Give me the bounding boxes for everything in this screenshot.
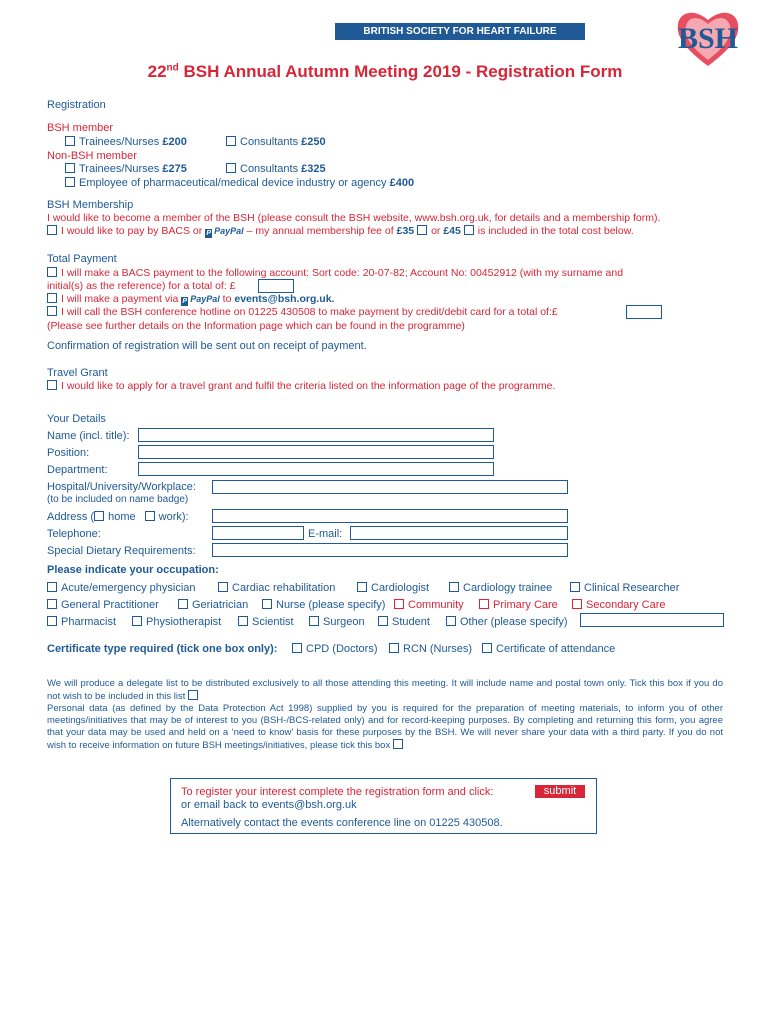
occ-gp-label: General Practitioner xyxy=(61,599,159,611)
data-protection-notice xyxy=(47,703,723,752)
industry-price: £400 xyxy=(389,177,415,189)
occ-cardiologist-label: Cardiologist xyxy=(371,582,430,594)
email-field[interactable] xyxy=(350,526,568,540)
paypal-checkbox[interactable] xyxy=(47,293,57,303)
industry-label: Employee of pharmaceutical/medical device industry or agency xyxy=(79,177,387,189)
occ-pharmacist-label: Pharmacist xyxy=(61,616,117,628)
title-ordinal: nd xyxy=(166,62,179,74)
position-label: Position: xyxy=(47,447,90,459)
occ-nurse-label: Nurse (please specify) xyxy=(276,599,386,611)
occ-student-checkbox[interactable] xyxy=(378,616,388,626)
payment-note: (Please see further details on the Information page which can be found in the programme) xyxy=(47,320,465,332)
name-label: Name (incl. title): xyxy=(47,430,130,442)
occ-clinical-researcher[interactable] xyxy=(570,581,679,595)
bacs-total-field[interactable] xyxy=(258,279,294,293)
position-field[interactable] xyxy=(138,445,494,459)
cert-attendance[interactable] xyxy=(482,642,615,656)
grant-heading: Travel Grant xyxy=(47,367,108,379)
department-field[interactable] xyxy=(138,462,494,476)
industry-checkbox[interactable] xyxy=(65,177,75,187)
hotline-text: I will call the BSH conference hotline on 01225 430508 to make payment by credit/debit card for a total of:£ xyxy=(61,306,558,318)
member-consultants-option[interactable] xyxy=(226,135,326,149)
paypal-logo-2 xyxy=(181,294,220,304)
occ-other-field[interactable] xyxy=(580,613,724,627)
occ-nurse[interactable] xyxy=(262,598,385,612)
occ-scientist[interactable] xyxy=(238,615,294,629)
occ-primary-care[interactable] xyxy=(479,598,558,612)
paypal-line-b: to xyxy=(222,293,232,305)
department-label: Department: xyxy=(47,464,108,476)
address-label xyxy=(47,510,189,524)
occ-cardiologist-checkbox[interactable] xyxy=(357,582,367,592)
occ-community[interactable] xyxy=(394,598,464,612)
nonmember-consultants-label: Consultants xyxy=(240,163,299,175)
confirmation-note: Confirmation of registration will be sent out on receipt of payment. xyxy=(47,340,367,352)
paypal-option[interactable] xyxy=(47,292,334,306)
membership-pay-option[interactable] xyxy=(47,224,634,238)
hotline-total-field[interactable] xyxy=(626,305,662,319)
register-line3: Alternatively contact the events conference line on 01225 430508. xyxy=(181,817,503,829)
register-line2: or email back to events@bsh.org.uk xyxy=(181,799,357,811)
society-banner: BRITISH SOCIETY FOR HEART FAILURE xyxy=(335,23,585,40)
occ-cardiac-rehab-checkbox[interactable] xyxy=(218,582,228,592)
bacs-line1: I will make a BACS payment to the following account: Sort code: 20-07-82; Account No: 00452912 (with my surname and xyxy=(61,267,624,279)
hospital-field[interactable] xyxy=(212,480,568,494)
occ-student[interactable] xyxy=(378,615,430,629)
occ-geriatrician-checkbox[interactable] xyxy=(178,599,188,609)
member-consultants-label: Consultants xyxy=(240,136,299,148)
grant-text: I would like to apply for a travel grant and fulfil the criteria listed on the information page of the programme. xyxy=(61,380,556,392)
grant-checkbox[interactable] xyxy=(47,380,57,390)
occ-acute-checkbox[interactable] xyxy=(47,582,57,592)
occ-other[interactable] xyxy=(446,615,568,629)
occ-cardiology-trainee-label: Cardiology trainee xyxy=(463,582,553,594)
title-number: 22 xyxy=(147,62,167,81)
occ-nurse-checkbox[interactable] xyxy=(262,599,272,609)
cert-cpd-label: CPD (Doctors) xyxy=(306,643,378,655)
occ-primary-care-label: Primary Care xyxy=(493,599,558,611)
occ-surgeon[interactable] xyxy=(309,615,365,629)
membership-pay-text-a: I would like to pay by BACS or xyxy=(61,225,203,237)
cert-attendance-checkbox[interactable] xyxy=(482,643,492,653)
nonmember-consultants-checkbox[interactable] xyxy=(226,163,236,173)
nonmember-nurses-label: Trainees/Nurses xyxy=(79,163,160,175)
data-protection-checkbox[interactable] xyxy=(393,739,403,749)
nonmember-consultants-option[interactable] xyxy=(226,162,326,176)
membership-pay-text-c: is included in the total cost below. xyxy=(477,225,634,237)
member-consultants-price: £250 xyxy=(301,136,326,148)
cert-rcn-checkbox[interactable] xyxy=(389,643,399,653)
nonmember-nurses-checkbox[interactable] xyxy=(65,163,75,173)
bacs-checkbox[interactable] xyxy=(47,267,57,277)
cert-attendance-label: Certificate of attendance xyxy=(496,643,616,655)
nonmember-consultants-price: £325 xyxy=(301,163,326,175)
hotline-checkbox[interactable] xyxy=(47,306,57,316)
member-nurses-checkbox[interactable] xyxy=(65,136,75,146)
paypal-line-a: I will make a payment via xyxy=(61,293,179,305)
occ-secondary-care-checkbox[interactable] xyxy=(572,599,582,609)
occ-community-label: Community xyxy=(408,599,464,611)
email-label: E-mail: xyxy=(308,528,343,540)
hotline-option[interactable] xyxy=(47,305,558,319)
occ-gp[interactable] xyxy=(47,598,159,612)
member-nurses-price: £200 xyxy=(162,136,187,148)
occ-geriatrician-label: Geriatrician xyxy=(192,599,249,611)
delegate-list-checkbox[interactable] xyxy=(188,690,198,700)
member-nurses-label: Trainees/Nurses xyxy=(79,136,160,148)
industry-option[interactable] xyxy=(65,176,414,190)
name-field[interactable] xyxy=(138,428,494,442)
grant-option[interactable] xyxy=(47,379,555,393)
bacs-option[interactable] xyxy=(47,266,623,280)
occ-surgeon-label: Surgeon xyxy=(323,616,365,628)
work-label: work): xyxy=(158,511,189,523)
occ-student-label: Student xyxy=(392,616,430,628)
occ-cardiology-trainee[interactable] xyxy=(449,581,552,595)
bsh-heart-logo xyxy=(674,6,742,68)
certificate-label: Certificate type required (tick one box only): xyxy=(47,643,278,655)
occ-scientist-label: Scientist xyxy=(252,616,294,628)
fee-35: £35 xyxy=(396,225,415,237)
paypal-name-2: PayPal xyxy=(190,294,220,304)
membership-pay-checkbox[interactable] xyxy=(47,225,57,235)
occ-acute[interactable] xyxy=(47,581,196,595)
payment-heading: Total Payment xyxy=(47,253,117,265)
occ-acute-label: Acute/emergency physician xyxy=(61,582,196,594)
home-label: home xyxy=(108,511,136,523)
cert-rcn-label: RCN (Nurses) xyxy=(403,643,473,655)
non-member-label: Non-BSH member xyxy=(47,150,137,162)
occ-cardiologist[interactable] xyxy=(357,581,429,595)
paypal-icon-2: P xyxy=(182,298,188,305)
paypal-email: events@bsh.org.uk. xyxy=(234,293,335,305)
occ-pharmacist[interactable] xyxy=(47,615,116,629)
membership-pay-text-b: – my annual membership fee of xyxy=(246,225,394,237)
occ-secondary-care-label: Secondary Care xyxy=(586,599,666,611)
fee-45: £45 xyxy=(443,225,461,237)
dietary-field[interactable] xyxy=(212,543,568,557)
delegate-list-text: We will produce a delegate list to be distributed exclusively to all those attending this meeting. It will include name and postal town only. Tick this box if you do not wish to be included in this list xyxy=(47,678,723,702)
member-consultants-checkbox[interactable] xyxy=(226,136,236,146)
membership-info: I would like to become a member of the BSH (please consult the BSH website, www.bsh.org.uk, for details and a membership form). xyxy=(47,212,661,224)
nonmember-nurses-option[interactable] xyxy=(65,162,187,176)
occ-other-checkbox[interactable] xyxy=(446,616,456,626)
occupation-heading: Please indicate your occupation: xyxy=(47,564,219,576)
title-main: BSH Annual Autumn Meeting 2019 - Registration Form xyxy=(178,62,623,81)
paypal-name: PayPal xyxy=(214,226,244,236)
cert-cpd[interactable] xyxy=(292,642,378,656)
occ-physiotherapist-label: Physiotherapist xyxy=(146,616,222,628)
telephone-label: Telephone: xyxy=(47,528,101,540)
occ-cardiology-trainee-checkbox[interactable] xyxy=(449,582,459,592)
registration-heading: Registration xyxy=(47,99,106,111)
paypal-logo xyxy=(205,226,244,236)
occ-cardiac-rehab-label: Cardiac rehabilitation xyxy=(232,582,336,594)
occ-clinical-researcher-checkbox[interactable] xyxy=(570,582,580,592)
cert-rcn[interactable] xyxy=(389,642,472,656)
occ-pharmacist-checkbox[interactable] xyxy=(47,616,57,626)
logo-text: BSH xyxy=(677,22,739,55)
submit-button[interactable]: submit xyxy=(535,785,585,798)
home-checkbox[interactable] xyxy=(94,511,104,521)
occ-other-label: Other (please specify) xyxy=(460,616,568,628)
telephone-field[interactable] xyxy=(212,526,304,540)
page-title xyxy=(0,62,770,82)
membership-heading: BSH Membership xyxy=(47,199,134,211)
occ-physiotherapist-checkbox[interactable] xyxy=(132,616,142,626)
details-heading: Your Details xyxy=(47,413,106,425)
fee-35-checkbox[interactable] xyxy=(417,225,427,235)
occ-gp-checkbox[interactable] xyxy=(47,599,57,609)
address-field[interactable] xyxy=(212,509,568,523)
badge-note: (to be included on name badge) xyxy=(47,494,189,505)
occ-physiotherapist[interactable] xyxy=(132,615,221,629)
occ-community-checkbox[interactable] xyxy=(394,599,404,609)
occ-clinical-researcher-label: Clinical Researcher xyxy=(584,582,680,594)
occ-scientist-checkbox[interactable] xyxy=(238,616,248,626)
dietary-label: Special Dietary Requirements: xyxy=(47,545,196,557)
bacs-line2: initial(s) as the reference) for a total of: £ xyxy=(47,280,236,292)
occ-cardiac-rehab[interactable] xyxy=(218,581,335,595)
register-line1: To register your interest complete the registration form and click: xyxy=(181,786,494,798)
occ-surgeon-checkbox[interactable] xyxy=(309,616,319,626)
data-protection-text: Personal data (as defined by the Data Protection Act 1998) supplied by you is required for the preparation of meeting materials, to inform you of other meetings/initiatives that may be of interest to you (BSH-/BCS-related only) and for record-keeping purposes. By completing and returning this form, you agree that your data may be used and held on a ‘need to know’ basis for these purposes by the BSH. We will never share your data with a third party. If you do not wish to receive information on future BSH meetings/initiatives, please tick this box xyxy=(47,703,723,751)
nonmember-nurses-price: £275 xyxy=(162,163,187,175)
paypal-icon: P xyxy=(206,230,211,237)
cert-cpd-checkbox[interactable] xyxy=(292,643,302,653)
address-label-a: Address ( xyxy=(47,511,95,523)
occ-secondary-care[interactable] xyxy=(572,598,666,612)
member-nurses-option[interactable] xyxy=(65,135,187,149)
work-checkbox[interactable] xyxy=(145,511,155,521)
delegate-list-notice xyxy=(47,678,723,703)
fee-or: or xyxy=(431,225,441,237)
bsh-member-label: BSH member xyxy=(47,122,114,134)
occ-geriatrician[interactable] xyxy=(178,598,248,612)
occ-primary-care-checkbox[interactable] xyxy=(479,599,489,609)
fee-45-checkbox[interactable] xyxy=(464,225,474,235)
hospital-label: Hospital/University/Workplace: xyxy=(47,481,196,493)
